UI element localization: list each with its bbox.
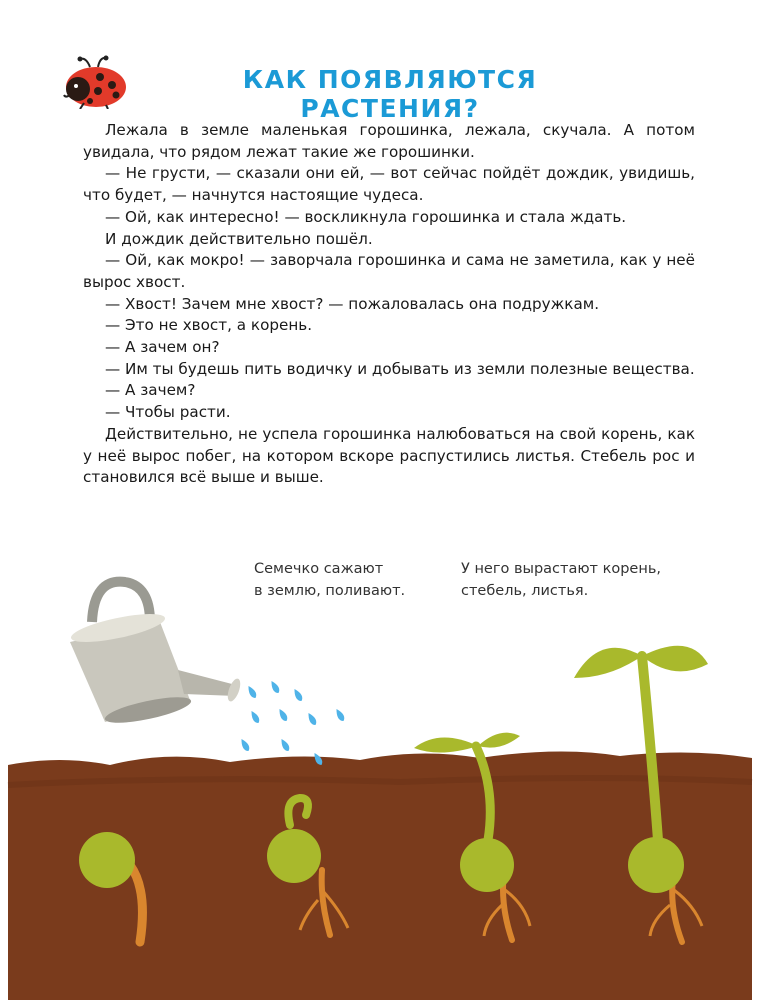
caption-line: У него вырастают корень, bbox=[461, 561, 661, 577]
page-title: КАК ПОЯВЛЯЮТСЯ РАСТЕНИЯ? bbox=[242, 65, 538, 123]
caption-planting bbox=[254, 558, 434, 602]
story-paragraph: Лежала в земле маленькая горошинка, лежала, скучала. А потом увидала, что рядом лежат такие же горошинки. bbox=[83, 121, 695, 161]
story-paragraph: — А зачем? bbox=[105, 381, 196, 400]
story-paragraph: — Хвост! Зачем мне хвост? — пожаловалась она подружкам. bbox=[105, 294, 600, 313]
water-drops bbox=[239, 679, 346, 766]
caption-growing bbox=[461, 558, 701, 602]
story-paragraph: — Это не хвост, а корень. bbox=[105, 316, 313, 335]
story-paragraph: И дождик действительно пошёл. bbox=[105, 229, 373, 248]
caption-line: в землю, поливают. bbox=[254, 583, 406, 599]
story-paragraph: Действительно, не успела горошинка налюбоваться на свой корень, как у неё вырос побег, на котором вскоре распустились листья. Стебель рос и становился всё выше и выше. bbox=[83, 424, 695, 487]
story-paragraph: — Им ты будешь пить водичку и добывать из земли полезные вещества. bbox=[105, 359, 695, 378]
ladybug-icon bbox=[60, 55, 134, 109]
growth-illustration bbox=[0, 560, 760, 1000]
story-paragraph: — Чтобы расти. bbox=[105, 403, 231, 422]
watering-can-icon bbox=[69, 582, 243, 728]
caption-line: стебель, листья. bbox=[461, 583, 589, 599]
story-paragraph: — Ой, как интересно! — воскликнула горошинка и стала ждать. bbox=[105, 207, 627, 226]
story-paragraph: — Ой, как мокро! — заворчала горошинка и сама не заметила, как у неё вырос хвост. bbox=[83, 251, 695, 291]
header bbox=[0, 55, 760, 123]
caption-line: Семечко сажают bbox=[254, 561, 384, 577]
story-paragraph: — Не грусти, — сказали они ей, — вот сейчас пойдёт дождик, увидишь, что будет, — начнутся настоящие чудеса. bbox=[83, 164, 695, 205]
story-paragraph: — А зачем он? bbox=[105, 338, 220, 357]
story-text bbox=[83, 120, 695, 489]
